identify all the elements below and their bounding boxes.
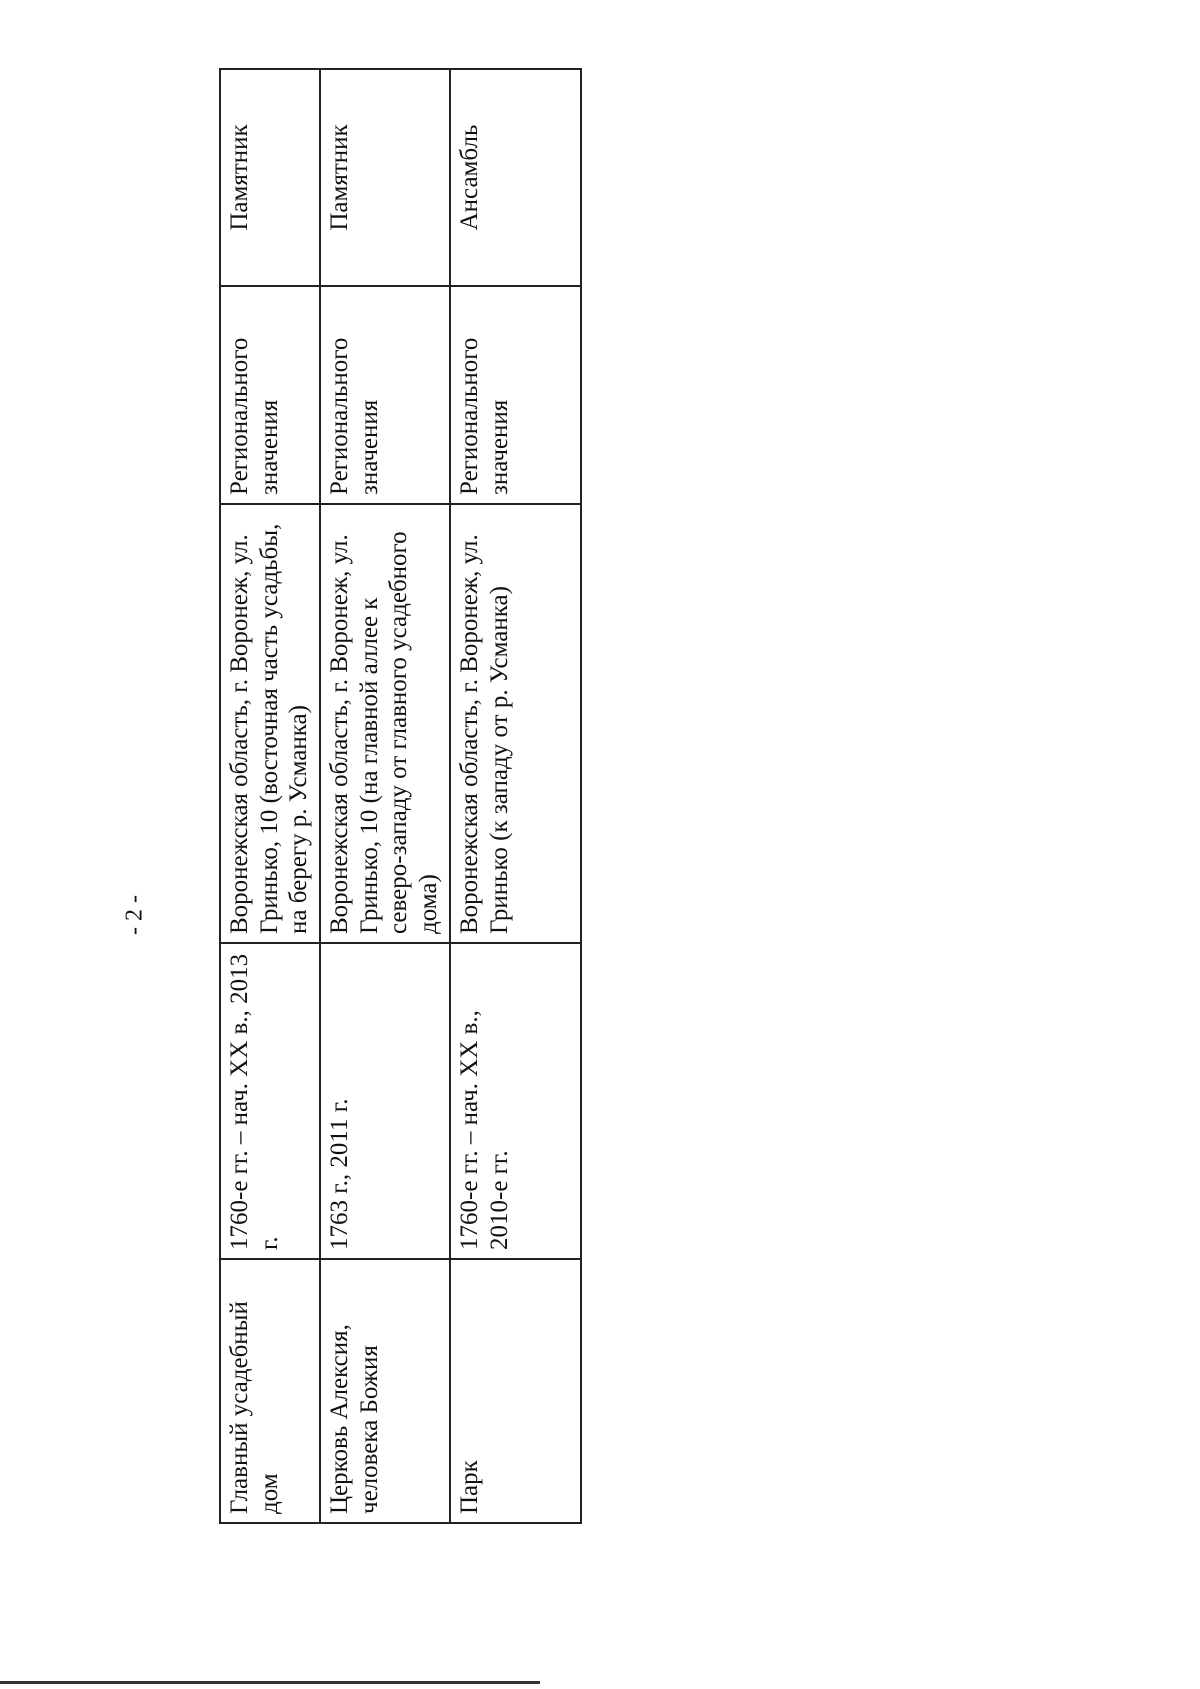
object-significance-cell: Регионального значения [450,286,581,504]
object-date-cell: 1763 г., 2011 г. [320,943,450,1259]
object-date-cell: 1760-е гг. – нач. XX в., 2010-е гг. [450,943,581,1259]
object-address-cell: Воронежская область, г. Воронеж, ул. Гринько (к западу от р. Усманка) [450,504,581,943]
object-significance-cell: Регионального значения [320,286,450,504]
object-name-cell: Главный усадебный дом [220,1259,320,1523]
object-date-cell: 1760-е гг. – нач. XX в., 2013 г. [220,943,320,1259]
object-type-cell: Ансамбль [450,69,581,286]
heritage-table-rotated [219,70,580,1524]
table-row [320,69,450,1523]
object-significance-cell: Регионального значения [220,286,320,504]
object-address-cell: Воронежская область, г. Воронеж, ул. Гринько, 10 (восточная часть усадьбы, на берегу р. Усманка) [220,504,320,943]
table-row [450,69,581,1523]
table-row [220,69,320,1523]
object-name-cell: Парк [450,1259,581,1523]
object-type-cell: Памятник [220,69,320,286]
bottom-divider [0,1681,540,1684]
object-type-cell: Памятник [320,69,450,286]
heritage-objects-table [219,68,582,1524]
object-address-cell: Воронежская область, г. Воронеж, ул. Гринько, 10 (на главной аллее к северо-западу от главного усадебного дома) [320,504,450,943]
heritage-table-container [219,70,580,1524]
page-number: - 2 - [121,895,148,935]
object-name-cell: Церковь Алексия, человека Божия [320,1259,450,1523]
